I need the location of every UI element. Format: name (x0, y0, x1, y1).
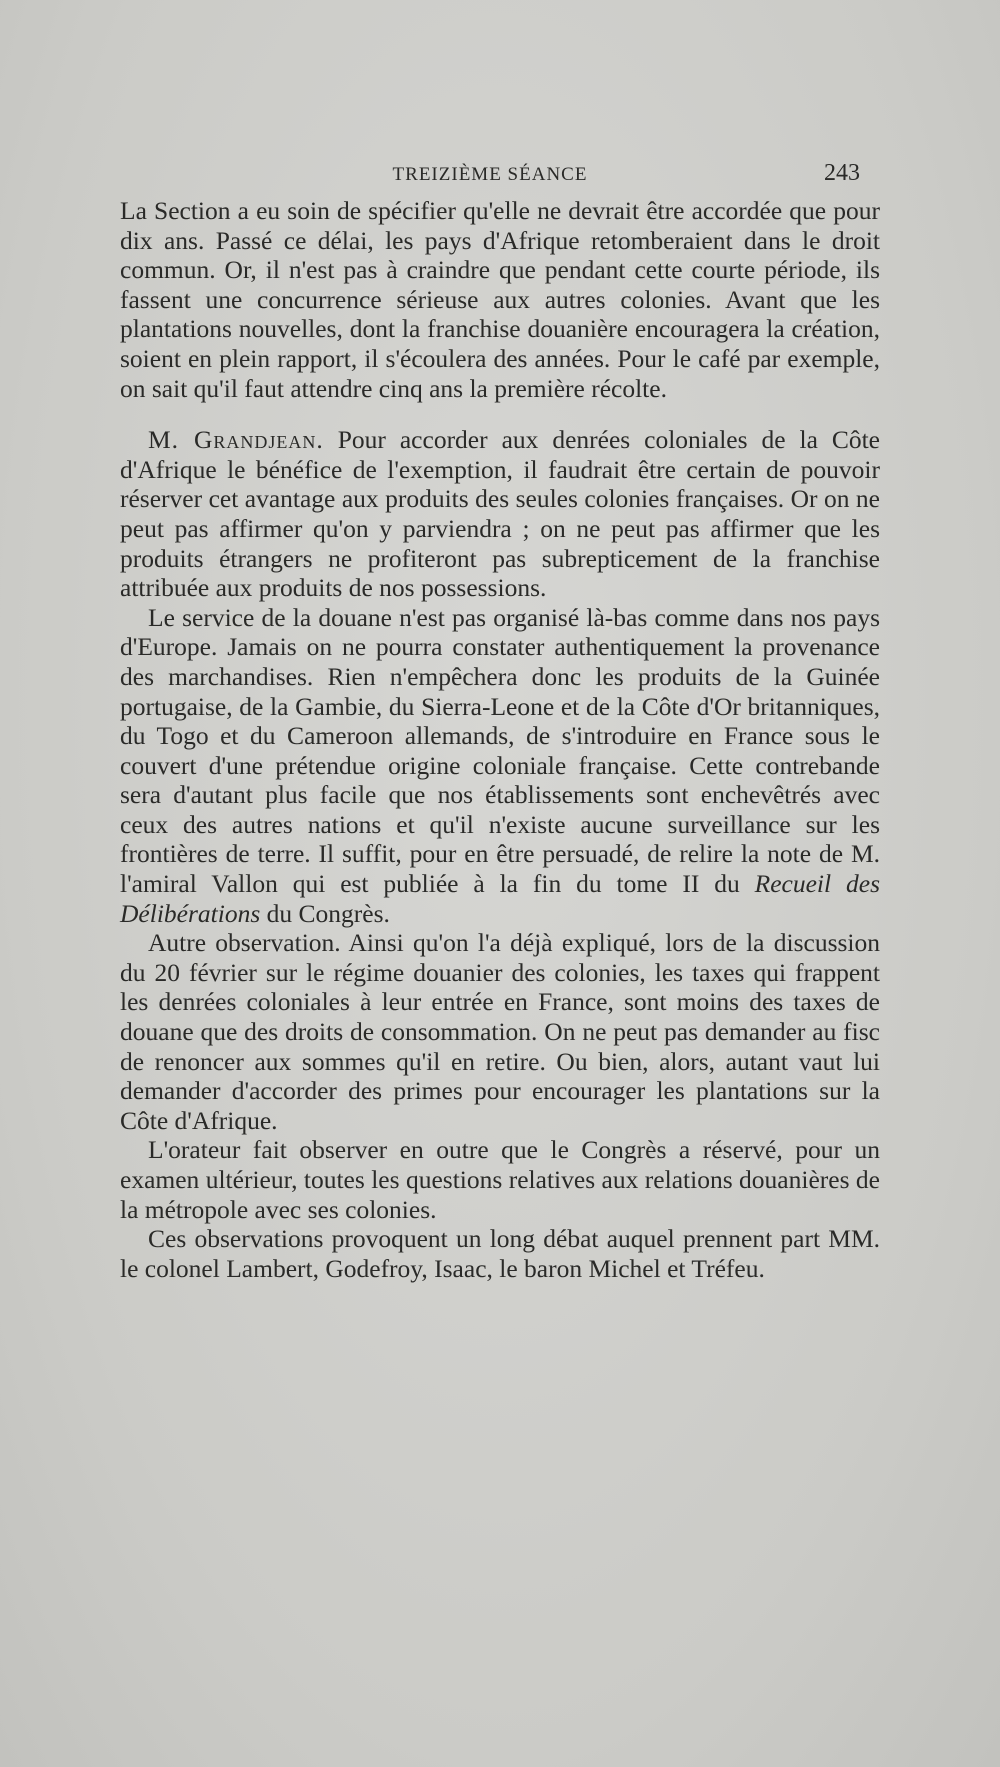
running-title: TREIZIÈME SÉANCE (392, 164, 588, 185)
page-header (120, 160, 860, 190)
paragraph-orator: L'orateur fait observer en outre que le Congrès a réservé, pour un examen ultérieur, toutes les questions relatives aux relations douanières de la métropole avec ses colonies. (120, 1135, 880, 1224)
paragraph-debate: Ces observations provoquent un long débat auquel prennent part MM. le colonel Lambert, Godefroy, Isaac, le baron Michel et Tréfeu. (120, 1224, 880, 1283)
paragraph-observation: Autre observation. Ainsi qu'on l'a déjà expliqué, lors de la discussion du 20 février sur le régime douanier des colonies, les taxes qui frappent les denrées coloniales à leur entrée en France, sont moins des taxes de douane que des droits de consommation. On ne peut pas demander au fisc de renoncer aux sommes qu'il en retire. Ou bien, alors, autant vaut lui demander d'accorder des primes pour encourager les plantations sur la Côte d'Afrique. (120, 928, 880, 1135)
paragraph-grandjean (120, 425, 880, 603)
paragraph-customs (120, 603, 880, 929)
page-number: 243 (824, 160, 860, 186)
body-text (120, 196, 880, 1283)
paragraph-customs-end: du Congrès. (260, 898, 390, 928)
paragraph-customs-text: Le service de la douane n'est pas organisé là-bas comme dans nos pays d'Europe. Jamais on ne pourra constater authentiquement la provenance des marchandises. Rien n'empêchera donc les produits de la Guinée portugaise, de la Gambie, du Sierra-Leone et de la Côte d'Or britanniques, du Togo et du Cameroon allemands, de s'introduire en France sous le couvert d'une prétendue origine coloniale française. Cette contrebande sera d'autant plus facile que nos établissements sont enchevêtrés avec ceux des autres nations et qu'il n'existe aucune surveillance sur les frontières de terre. Il suffit, pour en être persuadé, de relire la note de M. l'amiral Vallon qui est publiée à la fin du tome II du (120, 602, 880, 899)
paragraph-section-note: La Section a eu soin de spécifier qu'elle ne devrait être accordée que pour dix ans. Passé ce délai, les pays d'Afrique retomberaient dans le droit commun. Or, il n'est pas à craindre que pendant cette courte période, ils fassent une concurrence sérieuse aux autres colonies. Avant que les plantations nouvelles, dont la franchise douanière encouragera la création, soient en plein rapport, il s'écoulera des années. Pour le café par exemple, on sait qu'il faut attendre cinq ans la première récolte. (120, 196, 880, 403)
speaker-text: Pour accorder aux denrées coloniales de la Côte d'Afrique le bénéfice de l'exemption, il faudrait être certain de pouvoir réserver cet avantage aux produits des seules colonies françaises. Or on ne peut pas affirmer qu'on y parviendra ; on ne peut pas affirmer que les produits étrangers ne profiteront pas subrepticement de la franchise attribuée aux produits de nos possessions. (120, 425, 880, 603)
speaker-name: M. Grandjean. (148, 425, 324, 455)
publication-title: Recueil des Délibérations (120, 869, 880, 928)
